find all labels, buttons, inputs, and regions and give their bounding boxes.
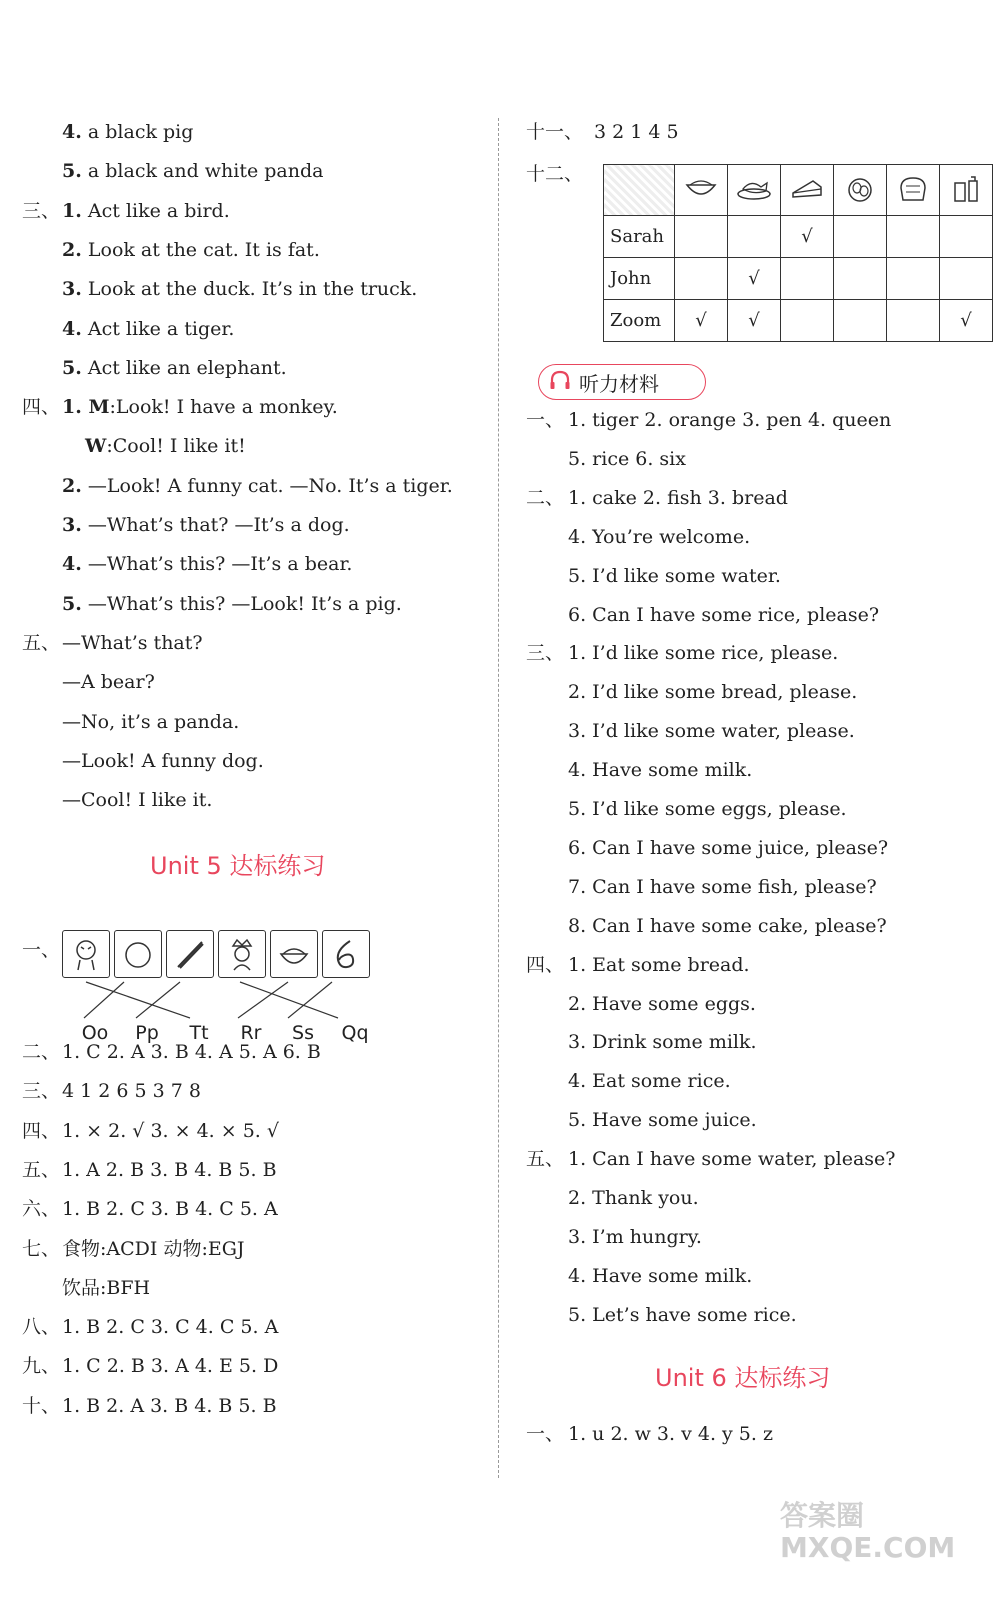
item-number: 3. <box>62 514 82 536</box>
unit5-q1-label: 一、 <box>22 939 61 961</box>
headphones-icon <box>549 370 571 395</box>
answer-line <box>62 356 287 380</box>
letter: Qq <box>341 1022 369 1044</box>
item-text: Act like a bird. <box>81 199 230 222</box>
unit6-q1-answer: 1. u 2. w 3. v 4. y 5. z <box>568 1423 773 1445</box>
table-cell <box>834 300 887 342</box>
letter: Pp <box>135 1022 159 1044</box>
answer-line: 饮品:BFH <box>62 1276 151 1299</box>
item-text: —Look! A funny cat. —No. It’s a tiger. <box>81 474 453 497</box>
section-label: 九、 <box>22 1355 61 1378</box>
answer-line: 4. You’re welcome. <box>568 525 751 548</box>
section-label: 三、 <box>22 199 61 222</box>
section-label: 五、 <box>22 1158 61 1181</box>
letter: Rr <box>240 1022 262 1044</box>
section-label: 七、 <box>22 1237 61 1260</box>
item-text: —No, it’s a panda. <box>62 710 240 733</box>
item-number: 1. <box>62 199 82 222</box>
answer-line: 3. I’m hungry. <box>568 1225 702 1248</box>
answer-line <box>85 434 246 458</box>
item-text: a black and white panda <box>81 160 324 183</box>
answer-line <box>62 199 230 223</box>
item-number: 4. <box>62 317 82 340</box>
section-label: 三、 <box>526 642 565 665</box>
item-text: :Cool! I like it! <box>106 435 246 458</box>
answer-line <box>62 670 155 694</box>
section-label: 八、 <box>22 1316 61 1339</box>
eggs-icon <box>834 165 887 216</box>
answer-line: 5. Let’s have some rice. <box>568 1303 797 1326</box>
section-label: 四、 <box>22 396 61 419</box>
section-label: 四、 <box>22 1119 61 1142</box>
section-label: 五、 <box>526 1148 565 1171</box>
unit5-picture-row <box>62 930 370 978</box>
answer-line <box>62 317 234 341</box>
table-cell: √ <box>940 300 993 342</box>
table-cell <box>781 300 834 342</box>
watermark: 答案圈 MXQE.COM <box>780 1499 956 1564</box>
table-row <box>604 258 993 300</box>
food-table <box>603 164 993 342</box>
cake-icon <box>781 165 834 216</box>
table-cell <box>781 258 834 300</box>
answer-line: 4 1 2 6 5 3 7 8 <box>62 1080 201 1103</box>
section-label: 六、 <box>22 1198 61 1221</box>
section-label: 十、 <box>22 1394 61 1417</box>
answer-line <box>62 749 264 773</box>
answer-line: 食物:ACDI 动物:EGJ <box>62 1237 245 1260</box>
letter: Oo <box>81 1022 109 1044</box>
item-number: 5. <box>62 160 82 183</box>
answer-line <box>62 474 453 498</box>
table-cell <box>834 258 887 300</box>
answer-line: 8. Can I have some cake, please? <box>568 914 887 937</box>
answer-line: 3. Drink some milk. <box>568 1031 757 1054</box>
item-number: 1. M <box>62 396 110 419</box>
table-cell <box>887 258 940 300</box>
section-label: 二、 <box>22 1041 61 1063</box>
table-cell <box>675 216 728 258</box>
matching-lines <box>62 978 362 1024</box>
section-label: 一、 <box>526 409 565 431</box>
table-cell <box>887 300 940 342</box>
unit5-title: Unit 5 达标练习 <box>150 852 326 880</box>
answer-line: 4. Have some milk. <box>568 1264 753 1287</box>
answer-line <box>62 710 239 734</box>
juice-milk-icon <box>940 165 993 216</box>
answer-line: 1. B 2. A 3. B 4. B 5. B <box>62 1394 277 1417</box>
tiger-icon <box>62 930 110 978</box>
answer-line: 2. I’d like some bread, please. <box>568 681 858 704</box>
answer-line: 5. rice 6. six <box>568 447 686 470</box>
item-text: —A bear? <box>62 671 155 694</box>
item-number: 2. <box>62 238 82 261</box>
row-name: Zoom <box>604 300 675 342</box>
item-number: 4. <box>62 553 82 576</box>
section-label: 四、 <box>526 953 565 976</box>
six-icon <box>322 930 370 978</box>
answer-line <box>62 159 324 183</box>
table-cell <box>940 216 993 258</box>
item-number: 3. <box>62 278 82 301</box>
letter: Tt <box>189 1022 209 1044</box>
answer-line <box>62 277 417 301</box>
noodles-icon <box>675 165 728 216</box>
unit6-q1-label: 一、 <box>526 1423 565 1445</box>
q11-answer: 3 2 1 4 5 <box>594 121 679 143</box>
section-label: 二、 <box>526 486 565 509</box>
item-text: Look at the duck. It’s in the truck. <box>81 278 418 301</box>
answer-line: 1. Eat some bread. <box>568 953 750 976</box>
answer-line: 1. I’d like some rice, please. <box>568 642 839 665</box>
answer-line: 4. Eat some rice. <box>568 1070 731 1093</box>
q11-label: 十一、 <box>526 121 584 143</box>
item-text: —What’s that? —It’s a dog. <box>81 514 350 536</box>
answer-line: 1. A 2. B 3. B 4. B 5. B <box>62 1158 277 1181</box>
answer-line: 6. Can I have some juice, please? <box>568 836 889 859</box>
rice-icon <box>270 930 318 978</box>
item-number: 5. <box>62 592 82 615</box>
bread-icon <box>887 165 940 216</box>
item-text: —What’s this? —It’s a bear. <box>81 553 353 576</box>
q12-label: 十二、 <box>526 163 584 185</box>
answer-line <box>62 238 320 262</box>
orange-icon <box>114 930 162 978</box>
item-text: Look at the cat. It is fat. <box>81 238 320 261</box>
answer-line: 5. I’d like some water. <box>568 564 781 587</box>
answer-line <box>62 395 338 419</box>
item-text: —Cool! I like it. <box>62 789 213 812</box>
answer-line: 1. × 2. √ 3. × 4. × 5. √ <box>62 1119 279 1142</box>
answer-line: 1. tiger 2. orange 3. pen 4. queen <box>568 409 892 431</box>
answer-line: 2. Thank you. <box>568 1187 699 1209</box>
table-cell <box>728 216 781 258</box>
answer-line: 1. Can I have some water, please? <box>568 1148 896 1171</box>
answer-line: 1. cake 2. fish 3. bread <box>568 486 788 509</box>
item-text: —Look! A funny dog. <box>62 749 264 772</box>
item-number: 4. <box>62 121 82 143</box>
item-text: —What’s this? —Look! It’s a pig. <box>81 592 402 615</box>
answer-line: 2. Have some eggs. <box>568 992 756 1015</box>
answer-line: 1. C 2. B 3. A 4. E 5. D <box>62 1355 279 1378</box>
table-cell <box>675 258 728 300</box>
answer-line: 1. B 2. C 3. C 4. C 5. A <box>62 1316 279 1339</box>
item-text: Act like a tiger. <box>81 317 235 340</box>
pen-icon <box>166 930 214 978</box>
listening-materials-badge <box>538 364 706 400</box>
item-text: a black pig <box>81 121 194 143</box>
table-cell: √ <box>728 300 781 342</box>
answer-line: 5. I’d like some eggs, please. <box>568 798 847 820</box>
answer-line: 6. Can I have some rice, please? <box>568 603 880 626</box>
table-corner <box>604 165 675 216</box>
answer-line: 3. I’d like some water, please. <box>568 720 855 743</box>
section-label: 三、 <box>22 1080 61 1103</box>
answer-line <box>62 592 402 616</box>
answer-line: 1. B 2. C 3. B 4. C 5. A <box>62 1198 278 1221</box>
badge-label: 听力材料 <box>579 371 659 396</box>
letter: Ss <box>292 1022 314 1044</box>
item-text: —What’s that? <box>62 631 203 654</box>
item-number: 2. <box>62 474 82 497</box>
table-row <box>604 216 993 258</box>
table-cell <box>940 258 993 300</box>
item-number: W <box>85 435 107 458</box>
answer-line: 4. Have some milk. <box>568 759 753 782</box>
answer-line: 7. Can I have some fish, please? <box>568 875 877 898</box>
answer-line: 1. C 2. A 3. B 4. A 5. A 6. B <box>62 1041 321 1063</box>
answer-line <box>62 631 203 655</box>
table-cell: √ <box>728 258 781 300</box>
table-cell: √ <box>675 300 728 342</box>
answer-line <box>62 788 212 812</box>
row-name: Sarah <box>604 216 675 258</box>
table-cell: √ <box>781 216 834 258</box>
answer-line <box>62 552 352 576</box>
answer-line: 5. Have some juice. <box>568 1109 757 1132</box>
queen-icon <box>218 930 266 978</box>
item-text: :Look! I have a monkey. <box>109 396 338 419</box>
section-label: 五、 <box>22 631 61 654</box>
answer-line <box>62 513 350 537</box>
table-row <box>604 300 993 342</box>
fish-dish-icon <box>728 165 781 216</box>
table-cell <box>887 216 940 258</box>
row-name: John <box>604 258 675 300</box>
table-cell <box>834 216 887 258</box>
item-text: Act like an elephant. <box>81 356 287 379</box>
answer-line <box>62 120 193 144</box>
item-number: 5. <box>62 356 82 379</box>
column-divider <box>498 118 499 1478</box>
unit6-title: Unit 6 达标练习 <box>655 1364 831 1392</box>
